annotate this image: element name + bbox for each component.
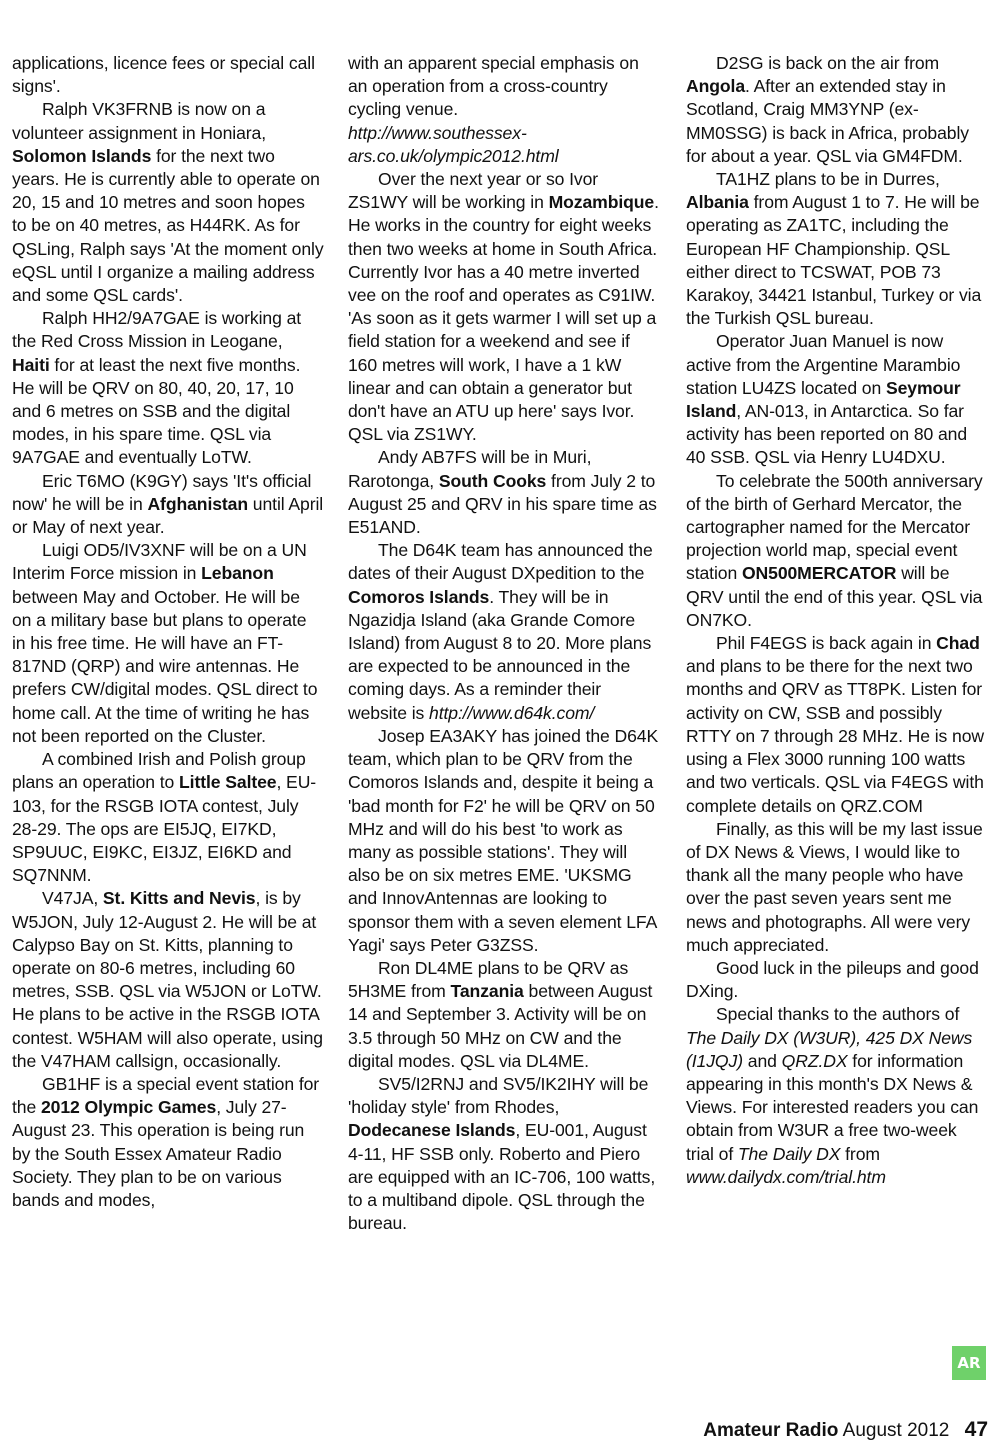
location-highlight: Tanzania (450, 981, 524, 1002)
end-of-article-badge: AR (952, 1346, 986, 1380)
paragraph: Ralph HH2/9A7GAE is working at the Red Cross Mission in Leogane, Haiti for at least the next five months. He will be QRV on 80, 40, 20, 17, 10 and 6 metres on SSB and the digital modes, in his spare time. QSL via 9A7GAE and eventually LoTW. (12, 308, 302, 468)
paragraph: Phil F4EGS is back again in Chad and plans to be there for the next two months and QRV as TT8PK. Listen for activity on CW, SSB and possibly RTTY on 7 through 28 MHz. He is now using a Flex 3000 running 100 watts and two verticals. QSL via F4EGS with complete details on QRZ.COM (686, 633, 985, 816)
paragraph: Special thanks to the authors of The Daily DX (W3UR), 425 DX News (I1JQJ) and QRZ.DX for information appearing in this month's DX News & Views. For interested readers you can obtain from W3UR a free two-week trial of The Daily DX from www.dailydx.com/trial.htm (686, 1004, 979, 1187)
paragraph: with an apparent special emphasis on an operation from a cross-country cycling venue. http://www.southessex-ars.co.uk/olympic2012.html (348, 53, 639, 166)
issue-date: August 2012 (842, 1420, 950, 1441)
paragraph: Ron DL4ME plans to be QRV as 5H3ME from Tanzania between August 14 and September 3. Activity will be on 3.5 through 50 MHz on CW and the digital modes. QSL via DL4ME. (348, 957, 653, 1071)
article-column-1 (12, 52, 324, 1212)
location-highlight: Comoros Islands (348, 586, 490, 607)
location-highlight: Haiti (12, 354, 50, 375)
paragraph: Finally, as this will be my last issue of DX News & Views, I would like to thank all the many people who have over the past seven years sent me news and photographs. All were very much appreciated. (686, 818, 983, 955)
event-highlight: 2012 Olympic Games (40, 1097, 217, 1118)
location-highlight: Angola (686, 76, 746, 97)
page-number: 47 (964, 1418, 988, 1441)
paragraph: V47JA, St. Kitts and Nevis, is by W5JON, July 12-August 2. He will be at Calypso Bay on St. Kitts, planning to operate on 80-6 metres, including 60 metres, SSB. QSL via W5JON or LoTW. He plans to be active in the RSGB IOTA contest. W5HAM will also operate, using the V47HAM callsign, occasionally. (12, 888, 323, 1071)
publication-name: QRZ.DX (781, 1050, 848, 1071)
paragraph: The D64K team has announced the dates of their August DXpedition to the Comoros Islands. They will be in Ngazidja Island (aka Grande Comore Island) from August 8 to 20. More plans are expected to be announced in the coming days. As a reminder their website is http://www.d64k.com/ (348, 540, 653, 723)
location-highlight: Afghanistan (147, 493, 249, 514)
paragraph: Over the next year or so Ivor ZS1WY will be working in Mozambique. He works in the country for eight weeks then two weeks at home in South Africa. Currently Ivor has a 40 metre inverted vee on the roof and operates as C91IW. 'As soon as it gets warmer I will set up a field station for a weekend and see if 160 metres will work, I have a 1 kW linear and can obtain a generator but don't have an ATU up here' says Ivor. QSL via ZS1WY. (348, 169, 659, 445)
paragraph: applications, licence fees or special call signs'. (12, 53, 315, 97)
paragraph: Ralph VK3FRNB is now on a volunteer assignment in Honiara, Solomon Islands for the next two years. He is currently able to operate on 20, 15 and 10 metres and soon hopes to be on 40 metres, as H44RK. As for QSLing, Ralph says 'At the moment only eQSL until I organize a mailing address and some QSL cards'. (12, 99, 324, 306)
location-highlight: Albania (686, 192, 749, 213)
paragraph: D2SG is back on the air from Angola. After an extended stay in Scotland, Craig MM3YNP (ex-MM0SSG) is back in Africa, probably for about a year. QSL via GM4FDM. (686, 53, 969, 166)
paragraph: Good luck in the pileups and good DXing. (686, 957, 979, 1002)
location-highlight: Lebanon (201, 563, 274, 584)
paragraph: A combined Irish and Polish group plans an operation to Little Saltee, EU-103, for the RSGB IOTA contest, July 28-29. The ops are EI5JQ, EI7KD, SP9UUC, EI9KC, EI3JZ, EI6KD and SQ7NNM. (12, 749, 317, 886)
location-highlight: Solomon Islands (12, 145, 152, 166)
location-highlight: Little Saltee (179, 772, 277, 793)
paragraph: Luigi OD5/IV3XNF will be on a UN Interim Force mission in Lebanon between May and October. He will be on a military base but plans to operate in his free time. He will have an FT-817ND (QRP) and wire antennas. He prefers CW/digital modes. QSL direct to home call. At the time of writing he has not been reported on the Cluster. (12, 540, 318, 746)
location-highlight: Dodecanese Islands (348, 1120, 516, 1141)
page-footer (703, 1418, 988, 1442)
paragraph: Operator Juan Manuel is now active from the Argentine Marambio station LU4ZS located on Seymour Island, AN-013, in Antarctica. So far activity has been reported on 80 and 40 SSB. QSL via Henry LU4DXU. (686, 331, 968, 468)
callsign-highlight: ON500MERCATOR (741, 563, 897, 584)
paragraph: TA1HZ plans to be in Durres, Albania from August 1 to 7. He will be operating as ZA1TC, including the European HF Championship. QSL either direct to TCSWAT, POB 73 Karakoy, 34421 Istanbul, Turkey or via the Turkish QSL bureau. (686, 169, 982, 329)
paragraph: GB1HF is a special event station for the 2012 Olympic Games, July 27- August 23. This operation is being run by the South Essex Amateur Radio Society. They plan to be on various bands and modes, (12, 1073, 320, 1210)
paragraph: SV5/I2RNJ and SV5/IK2IHY will be 'holiday style' from Rhodes, Dodecanese Islands, EU-001, August 4-11, HF SSB only. Roberto and Piero are equipped with an IC-706, 100 watts, to a multiband dipole. QSL through the bureau. (348, 1073, 656, 1234)
location-highlight: Chad (936, 633, 980, 654)
paragraph: Eric T6MO (K9GY) says 'It's official now' he will be in Afghanistan until April or May of next year. (12, 470, 324, 538)
location-highlight: Seymour Island (686, 377, 961, 422)
publication-name: The Daily DX (737, 1143, 841, 1164)
paragraph: To celebrate the 500th anniversary of the birth of Gerhard Mercator, the cartographer named for the Mercator projection world map, special event station ON500MERCATOR will be QRV until the end of this year. QSL via ON7KO. (686, 470, 983, 630)
paragraph: Andy AB7FS will be in Muri, Rarotonga, South Cooks from July 2 to August 25 and QRV in his spare time as E51AND. (348, 447, 657, 538)
location-highlight: St. Kitts and Nevis (102, 888, 256, 909)
location-highlight: South Cooks (438, 470, 547, 491)
website-url: http://www.d64k.com/ (429, 702, 595, 723)
article-column-2 (348, 52, 660, 1235)
location-highlight: Mozambique (548, 192, 655, 213)
article-column-3 (686, 52, 986, 1189)
paragraph: Josep EA3AKY has joined the D64K team, which plan to be QRV from the Comoros Islands and, despite it being a 'bad month for F2' he will be QRV on 50 MHz and will do his best 'to work as many as possible stations'. They will also be on six metres EME. 'UKSMG and InnovAntennas are looking to sponsor them with a seven element LFA Yagi' says Peter G3ZSS. (348, 725, 659, 955)
magazine-title: Amateur Radio (703, 1420, 839, 1441)
publication-name: The Daily DX (W3UR), 425 DX News (I1JQJ) (686, 1027, 973, 1071)
website-url: http://www.southessex-ars.co.uk/olympic2012.html (348, 122, 559, 166)
website-url: www.dailydx.com/trial.htm (686, 1166, 886, 1187)
